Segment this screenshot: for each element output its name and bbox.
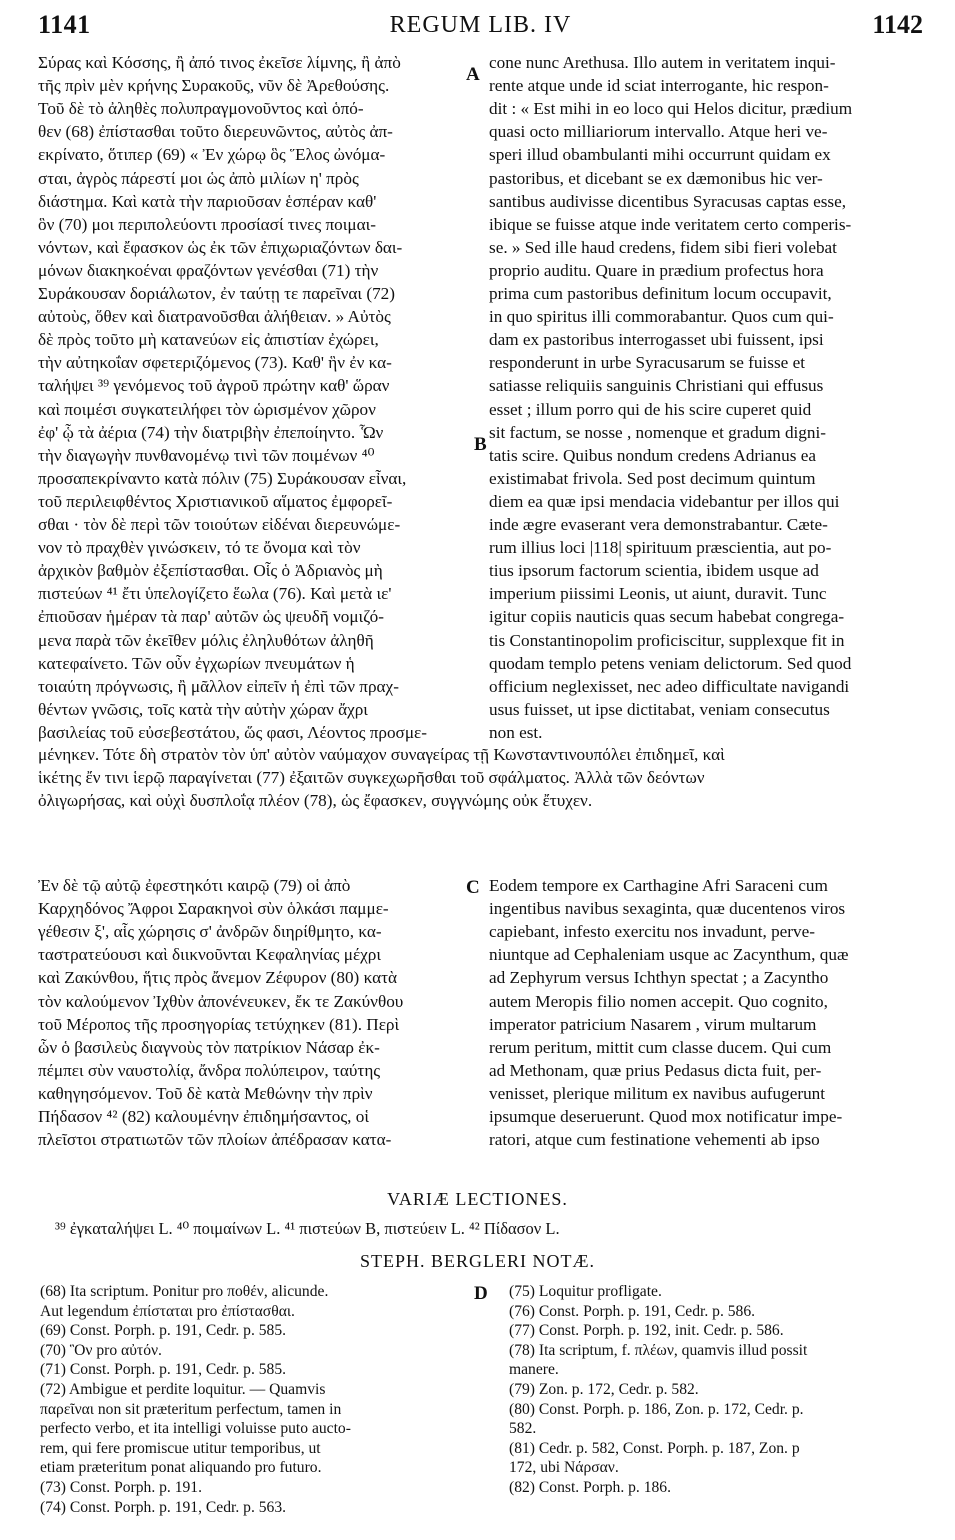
latin-text-line: non est. <box>489 722 543 742</box>
running-title: REGUM LIB. IV <box>389 12 572 38</box>
greek-text-line: Πήδασον ⁴² (82) καλουμένην ἐπιδημήσαντος, οἱ <box>38 1107 369 1126</box>
page-number-left: 1141 <box>38 10 91 39</box>
latin-text-line: Eodem tempore ex Carthagine Afri Saraceni cum <box>489 876 828 895</box>
greek-text-line: τοῦ Μέροπος τῆς προσηγορίας τετύχηκεν (81). Περὶ <box>38 1014 400 1034</box>
greek-text-line: ἐπιοῦσαν ἡμέραν τὰ παρ' αὐτῶν ὡς ψευδῆ νομιζό- <box>38 607 384 627</box>
page-header <box>38 10 923 50</box>
greek-text-line: καὶ Ζακύνθου, ἥτις πρὸς ἄνεμον Ζέφυρον (80) κατὰ <box>38 968 397 988</box>
note-line: 172, ubi Νάρσαν. <box>509 1459 619 1477</box>
greek-text-line: ὧν ὁ βασιλεὺς διαγνοὺς τὸν πατρίκιον Νάσαρ ἐκ- <box>38 1037 380 1057</box>
greek-text-line: τοιαύτη πρόγνωσις, ἢ μᾶλλον εἰπεῖν ἡ ἐπὶ τῶν πραχ- <box>38 676 399 696</box>
latin-text-line: responderunt in urbe Syracusarum se fuisse et <box>489 353 805 373</box>
greek-text-line: ταλήψει ³⁹ γενόμενος τοῦ ἀγροῦ πρώτην καθ' ὥραν <box>38 376 390 396</box>
note-line: (75) Loquitur profligate. <box>509 1283 662 1300</box>
greek-text-line: διάστημα. Καὶ κατὰ τὴν παριοῦσαν ἑσπέραν καθ' <box>38 191 377 211</box>
latin-text-line: rente atque unde id sciat interrogante, hic respon- <box>489 76 829 96</box>
latin-text-line: ibique se fuisse atque inde veritatem certo comperis- <box>489 214 852 234</box>
greek-text-line: νόντων, καὶ ἔφασκον ὡς ἐκ τῶν ἐπιχωριαζόντων δαι- <box>38 237 403 257</box>
note-line: (79) Zon. p. 172, Cedr. p. 582. <box>509 1381 699 1398</box>
note-line: Aut legendum ἐπίσταται pro ἐπίστασθαι. <box>40 1302 295 1320</box>
greek-text-line: Τοῦ δὲ τὸ ἀληθὲς πολυπραγμονοῦντος καὶ ὁπό- <box>38 99 364 119</box>
greek-text-line: Ἐν δὲ τῷ αὐτῷ ἐφεστηκότι καιρῷ (79) οἱ ἀπὸ <box>38 876 351 895</box>
latin-text-line: capiebant, infesto exercitu nos invadunt, perve- <box>489 922 815 942</box>
latin-text-line: prima cum pastoribus definitum locum occupavit, <box>489 284 832 303</box>
note-line: (72) Ambigue et perdite loquitur. — Quamvis <box>40 1381 326 1398</box>
latin-text-line: se. » Sed ille haud credens, fidem sibi fieri volebat <box>489 237 837 257</box>
latin-text-line: inde ægre evaserant vera demonstrabantur. Cæte- <box>489 515 828 534</box>
section-marker-c: C <box>466 877 480 898</box>
note-line: (82) Const. Porph. p. 186. <box>509 1479 672 1496</box>
latin-text-line: dit : « Est mihi in eo loco qui Helos dicitur, prædium <box>489 99 853 119</box>
latin-text-line: tatis scire. Quibus nondum credens Adrianus ea <box>489 445 816 465</box>
latin-text-line: santibus audivisse dicentibus Syracusas captas esse, <box>489 191 847 211</box>
greek-text-line: ὃν (70) μοι περιπολεύοντι προσίασί τινες ποιμαι- <box>38 214 376 234</box>
latin-text-line: ad Methonam, quæ prius Pedasus dicta fuit, per- <box>489 1060 822 1080</box>
note-line: (81) Cedr. p. 582, Const. Porph. p. 187, Zon. p <box>509 1439 800 1457</box>
variae-lectiones-title: VARIÆ LECTIONES. <box>387 1189 568 1209</box>
note-line: 582. <box>509 1420 537 1438</box>
notae-title: STEPH. BERGLERI NOTÆ. <box>359 1251 595 1271</box>
latin-text-line: autem Meropis filio nomen accepit. Quo cognito, <box>489 991 828 1011</box>
greek-text-line: τὸν καλούμενον Ἰχθὺν ἀπονένευκεν, ἔκ τε Ζακύνθου <box>38 991 404 1011</box>
section-marker-a: A <box>466 64 480 85</box>
latin-text-line: cone nunc Arethusa. Illo autem in veritatem inqui- <box>489 53 836 72</box>
greek-text-line: νον τὸ πραχθὲν γινώσκειν, τό τε ὄνομα καὶ τὸν <box>38 538 361 558</box>
greek-text-line: Καρχηδόνος Ἄφροι Σαρακηνοὶ σὺν ὁλκάσι παμμε- <box>38 899 389 919</box>
note-line: (77) Const. Porph. p. 192, init. Cedr. p. 586. <box>509 1322 784 1340</box>
greek-text-line: καθηγησόμενον. Τοῦ δὲ κατὰ Μεθώνην τὴν πρὶν <box>38 1083 373 1103</box>
latin-text-line: igitur copiis nauticis quas secum habebat congrega- <box>489 607 845 627</box>
latin-text-line: ratori, atque cum festinatione vehementi ab ipso <box>489 1130 820 1150</box>
note-line: rem, qui fere promiscue utitur temporibus, ut <box>40 1439 321 1457</box>
greek-text-line: γέθεσιν ξ', αἷς χώρησις σ' ἀνδρῶν διηρίθμητο, κα- <box>38 922 382 942</box>
latin-text-line: esset ; illum porro qui de his scire cuperet quid <box>489 399 812 419</box>
latin-text-line: venisset, plerique militum ex navibus aufugerunt <box>489 1083 826 1103</box>
greek-text-line: θεν (68) ἐπίστασθαι τοῦτο διερευνῶντος, αὐτὸς ἀπ- <box>38 122 393 142</box>
variae-lectiones-line: ³⁹ ἐγκαταλήψει L. ⁴⁰ ποιμαίνων L. ⁴¹ πιστεύων B, πιστεύειν L. ⁴² Πίδασον L. <box>55 1219 560 1238</box>
greek-text-line: σθαι · τὸν δὲ περὶ τῶν τοιούτων εἰδέναι διερευνώμε- <box>38 515 401 534</box>
greek-text-line: ἐφ' ᾧ τὰ ἀέρια (74) τὴν διατριβὴν ἐπεποίηντο. Ὧν <box>38 422 384 442</box>
greek-text-line: τῆς πρὶν μὲν κρήνης Συρακοῦς, νῦν δὲ Ἀρεθούσης. <box>38 76 390 96</box>
greek-text-line: καὶ ποιμέσι συγκατειλήφει τὸν ὡρισμένον χῶρον <box>38 399 376 419</box>
greek-text-line: δὲ πρὸς τοῦτο μὴ κατανεύων εἰς ἀπιστίαν ἐχώρει, <box>38 330 379 350</box>
note-line: manere. <box>509 1361 559 1379</box>
greek-text-line: πλεῖστοι στρατιωτῶν τῶν πλοίων ἀπέδρασαν κατα- <box>38 1130 392 1150</box>
greek-text-line: μενα παρὰ τῶν ἐκεῖθεν μόλις ἐληλυθότων ἀληθῆ <box>38 630 374 650</box>
latin-text-line: ingentibus navibus sexaginta, quæ ducentenos viros <box>489 899 846 919</box>
full-width-text-line: ἱκέτης ἔν τινι ἱερῷ παραγίνεται (77) ἐξαιτῶν συγκεχωρῆσθαι τοῦ σφάλματος. Ἀλλὰ τῶν δεόντων <box>38 768 705 788</box>
latin-text-line: imperium piissimi Leonis, ut aiunt, duravit. Tunc <box>489 584 827 604</box>
note-line: (68) Ita scriptum. Ponitur pro ποθέν, alicunde. <box>40 1283 329 1300</box>
latin-text-line: ad Zephyrum versus Ichthyn spectat ; a Zacyntho <box>489 968 829 988</box>
full-width-text-line: μένηκεν. Τότε δὴ στρατὸν τὸν ὑπ' αὐτὸν ναύμαχον συναγείρας τῇ Κωνσταντινουπόλει ἐπιδημεῖ, καὶ <box>38 745 725 764</box>
latin-text-line: existimabat frivola. Sed post decimum quintum <box>489 468 816 488</box>
greek-text-line: σται, ἀγρὸς πάρεστί μοι ὡς ἀπὸ μιλίων η' πρὸς <box>38 168 359 188</box>
latin-text-line: satiasse reliquiis sanguinis Christiani qui effusus <box>489 376 824 396</box>
greek-text-line: τὴν διαγωγὴν πυνθανομένῳ τινὶ τῶν ποιμένων ⁴⁰ <box>38 445 375 465</box>
note-line: (70) Ὃν pro αὐτόν. <box>40 1341 162 1359</box>
note-line: (69) Const. Porph. p. 191, Cedr. p. 585. <box>40 1322 287 1340</box>
note-line: (80) Const. Porph. p. 186, Zon. p. 172, Cedr. p. <box>509 1400 804 1418</box>
latin-text-line: rerum peritum, mittit cum classe ducem. Qui cum <box>489 1037 832 1057</box>
note-line: etiam præteritum ponat aliquando pro futuro. <box>40 1459 322 1477</box>
greek-text-line: Συράκουσαν δοριάλωτον, ἐν ταύτῃ τε παρεῖναι (72) <box>38 284 395 303</box>
latin-text-line: quodam templo petens veniam delictorum. Sed quod <box>489 653 852 673</box>
note-line: (73) Const. Porph. p. 191. <box>40 1479 203 1496</box>
latin-text-line: imperator patricium Nasarem , virum multarum <box>489 1014 817 1034</box>
greek-text-line: θέντων γνῶσις, τοῖς κατὰ τὴν αὐτὴν χώραν ἄχρι <box>38 699 368 719</box>
note-line: (76) Const. Porph. p. 191, Cedr. p. 586. <box>509 1302 756 1320</box>
latin-text-line: ipsumque deseruerunt. Quod mox notificatur impe- <box>489 1107 843 1126</box>
latin-text-line: sit factum, se nosse , nomenque et gradum digni- <box>489 422 826 442</box>
latin-text-line: speri illud obambulanti mihi occurrunt quidam ex <box>489 145 831 165</box>
latin-text-line: pastoribus, et dicebant se ex dæmonibus hic ver- <box>489 168 823 188</box>
latin-text-line: quasi octo milliariorum intervallo. Atque heri ve- <box>489 122 828 142</box>
greek-text-line: τοῦ περιλειφθέντος Χριστιανικοῦ αἵματος ἐμφορεῖ- <box>38 491 393 511</box>
note-line: (78) Ita scriptum, f. πλέων, quamvis illud possit <box>509 1341 808 1359</box>
latin-text-line: niuntque ad Cephaleniam usque ac Zacynthum, quæ <box>489 945 849 965</box>
latin-text-line: rum illius loci |118| spirituum præscientia, aut po- <box>489 538 832 558</box>
latin-text-line: officium neglexisset, nec adeo difficultate navigandi <box>489 676 850 696</box>
greek-text-line: τὴν αὐτηκοΐαν σφετεριζόμενος (73). Καθ' ἣν ἐν κα- <box>38 353 392 373</box>
greek-text-line: πέμπει σὺν ναυστολίᾳ, ἄνδρα πολύπειρον, ταύτης <box>38 1060 381 1080</box>
greek-text-line: μόνων διακηκοέναι φραζόντων γενέσθαι (71) τὴν <box>38 260 379 280</box>
latin-text-line: dam ex pastoribus interrogasset ubi fuissent, ipsi <box>489 330 824 350</box>
greek-text-line: εκρίνατο, ὅτιπερ (69) « Ἐν χώρῳ ὃς Ἕλος ὠνόμα- <box>38 145 386 165</box>
section-marker-b: B <box>474 434 487 455</box>
note-line: παρεῖναι non sit præteritum perfectum, tamen in <box>40 1400 342 1418</box>
greek-text-line: ταστρατεύουσι καὶ διικνοῦνται Κεφαληνίας μέχρι <box>38 945 382 965</box>
greek-text-line: Σύρας καὶ Κόσσης, ἢ ἀπό τινος ἐκεῖσε λίμνης, ἢ ἀπὸ <box>38 53 401 72</box>
section-marker-d: D <box>474 1283 488 1304</box>
latin-text-line: diem ea quæ ipsi mendacia videbantur per illos qui <box>489 491 840 511</box>
latin-text-line: proprio auditu. Quare in prædium profectus hora <box>489 260 824 280</box>
latin-text-line: tis Constantinopolim proficiscitur, supplexque fit in <box>489 630 845 650</box>
latin-text-line: usus fuisset, ut ipse dictitabat, veniam consecutus <box>489 699 830 719</box>
note-line: (71) Const. Porph. p. 191, Cedr. p. 585. <box>40 1361 287 1379</box>
latin-text-line: tius ipsorum factorum scientia, ibidem usque ad <box>489 561 819 581</box>
greek-text-line: προσαπεκρίναντο κατὰ πόλιν (75) Συράκουσαν εἶναι, <box>38 468 407 488</box>
latin-text-line: in quo spiritus illi commorabantur. Quos cum qui- <box>489 307 834 327</box>
note-line: (74) Const. Porph. p. 191, Cedr. p. 563. <box>40 1498 287 1516</box>
greek-text-line: βασιλείας τοῦ εὐσεβεστάτου, ὥς φασι, Λέοντος προσμε- <box>38 722 427 742</box>
greek-text-line: αὐτοὺς, ὅθεν καὶ διατρανοῦσθαι ἀλήθειαν. » Αὐτὸς <box>38 307 391 327</box>
greek-text-line: πιστεύων ⁴¹ ἔτι ὑπελογίζετο ἕωλα (76). Καὶ μετὰ ιε' <box>38 584 392 604</box>
greek-text-line: κατεφαίνετο. Τῶν οὖν ἐγχωρίων πνευμάτων ἡ <box>38 653 355 673</box>
full-width-text-line: ὀλιγωρήσας, καὶ οὐχὶ δυσπλοΐᾳ πλέον (78), ὡς ἔφασκεν, συγγνώμης οὐκ ἔτυχεν. <box>38 791 593 811</box>
note-line: perfecto verbo, et ita intelligi voluisse puto aucto- <box>40 1420 351 1438</box>
greek-text-line: ἀρχικὸν βαθμὸν ἐξεπίστασθαι. Οἷς ὁ Ἀδριανὸς μὴ <box>38 561 383 581</box>
page-number-right: 1142 <box>872 10 923 39</box>
